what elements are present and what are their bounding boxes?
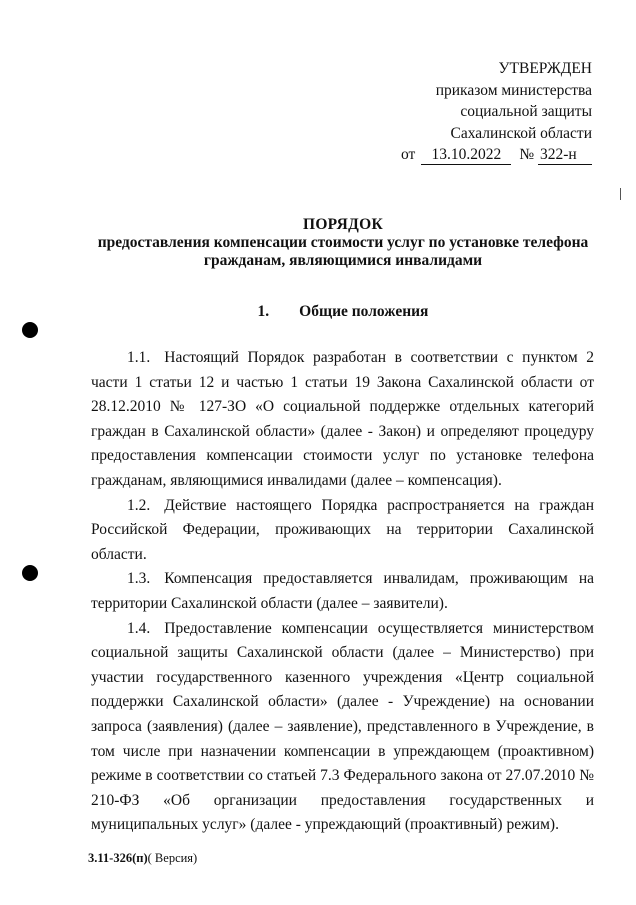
paragraph-text: Компенсация предоставляется инвалидам, проживающим на территории Сахалинской области (далее – заявители). [91,570,594,612]
punch-hole-mark [22,322,38,338]
section-number: 1. [257,303,270,320]
paragraph-number: 1.1. [127,349,151,366]
document-subtitle-line: предоставления компенсации стоимости услуг по установке телефона [97,234,589,251]
approval-line: Сахалинской области [450,124,592,142]
paragraph [91,494,594,568]
approval-title: УТВЕРЖДЕН [498,60,592,77]
approval-line: приказом министерства [435,81,592,99]
paragraph-text: Предоставление компенсации осуществляется министерством социальной защиты Сахалинской области (далее – Министерство) при участии государственного казенного учреждения «Центр социальной поддержки Сахалинской области» (далее - Учреждение) на основании запроса (заявления) (далее – заявление), представленного в Учреждение, в том числе при назначении компенсации в упреждающем (проактивном) режиме в соответствии со статьей 7.3 Федерального закона от 27.07.2010 № 210-ФЗ «Об организации предоставления государственных и муниципальных услуг» (далее - упреждающий (проактивный) режим). [91,619,594,834]
paragraph [91,567,594,616]
paragraph [91,617,594,838]
document-title: ПОРЯДОК [302,216,384,233]
approval-date: 13.10.2022 [421,146,511,165]
punch-hole-mark [22,565,38,581]
scan-edge-mark [620,188,621,200]
approval-stamp-block [401,58,592,166]
document-heading [60,216,626,270]
document-body [91,346,594,838]
approval-date-line [401,144,592,166]
paragraph-number: 1.2. [127,496,151,514]
document-footer [88,850,197,866]
approval-number: 322-н [538,146,592,165]
paragraph [91,346,594,494]
document-subtitle-line: гражданам, являющимися инвалидами [203,252,483,269]
number-prefix: № [519,146,535,163]
section-title: Общие положения [299,303,429,320]
paragraph-text: Действие настоящего Порядка распространяется на граждан Российской Федерации, проживающих на территории Сахалинской области. [91,496,594,563]
approval-line: социальной защиты [460,103,592,120]
paragraph-number: 1.3. [127,570,151,588]
document-version: ( Версия) [147,851,198,865]
paragraph-number: 1.4. [127,619,151,637]
paragraph-text: Настоящий Порядок разработан в соответствии с пунктом 2 части 1 статьи 12 и частью 1 статьи 19 Закона Сахалинской области от 28.12.2010 № 127-ЗО «О социальной поддержке отдельных категорий граждан в Сахалинской области» (далее - Закон) и определяют процедуру предоставления компенсации стоимости услуг по установке телефона гражданам, являющимися инвалидами (далее – компенсация). [91,349,594,489]
document-code: 3.11-326(п) [88,851,148,865]
date-prefix: от [401,146,416,163]
section-heading [60,302,626,322]
